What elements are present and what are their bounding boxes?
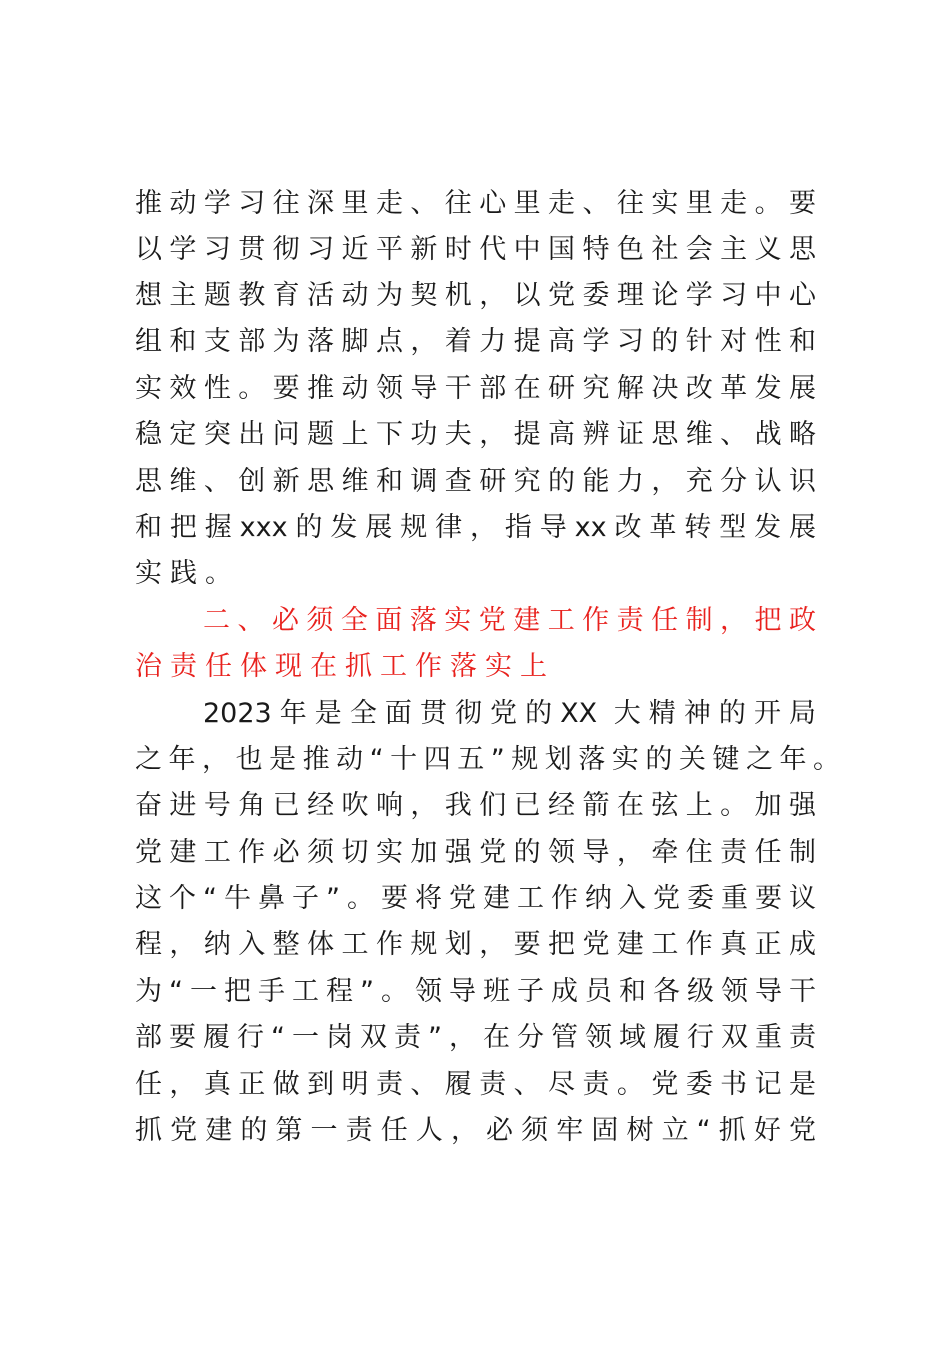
body-line: 和把握xxx的发展规律，指导xx改革转型发展 xyxy=(135,512,816,543)
body-line: 推动学习往深里走、往心里走、往实里走。要 xyxy=(135,188,816,219)
body-line: 实效性。要推动领导干部在研究解决改革发展 xyxy=(135,373,816,404)
body-line: 党建工作必须切实加强党的领导，牵住责任制 xyxy=(135,837,816,868)
body-line: 2023年是全面贯彻党的XX 大精神的开局 xyxy=(203,698,816,729)
section-heading: 二、必须全面落实党建工作责任制，把政 xyxy=(203,605,816,636)
body-line: 稳定突出问题上下功夫，提高辨证思维、战略 xyxy=(135,419,816,450)
body-line: 实践。 xyxy=(135,558,240,589)
body-line: 为“一把手工程”。领导班子成员和各级领导干 xyxy=(135,976,816,1007)
body-line: 部要履行“一岗双责”，在分管领域履行双重责 xyxy=(135,1022,816,1053)
body-line: 这个“牛鼻子”。要将党建工作纳入党委重要议 xyxy=(135,883,816,914)
body-line: 组和支部为落脚点，着力提高学习的针对性和 xyxy=(135,326,816,357)
body-line: 想主题教育活动为契机，以党委理论学习中心 xyxy=(135,280,816,311)
body-line: 程，纳入整体工作规划，要把党建工作真正成 xyxy=(135,929,816,960)
body-line: 之年，也是推动“十四五”规划落实的关键之年。 xyxy=(135,744,840,775)
body-line: 奋进号角已经吹响，我们已经箭在弦上。加强 xyxy=(135,790,816,821)
body-line: 任，真正做到明责、履责、尽责。党委书记是 xyxy=(135,1069,816,1100)
body-line: 以学习贯彻习近平新时代中国特色社会主义思 xyxy=(135,234,816,265)
section-heading: 治责任体现在抓工作落实上 xyxy=(135,651,555,682)
body-line: 思维、创新思维和调查研究的能力，充分认识 xyxy=(135,466,816,497)
body-line: 抓党建的第一责任人，必须牢固树立“抓好党 xyxy=(135,1115,816,1146)
